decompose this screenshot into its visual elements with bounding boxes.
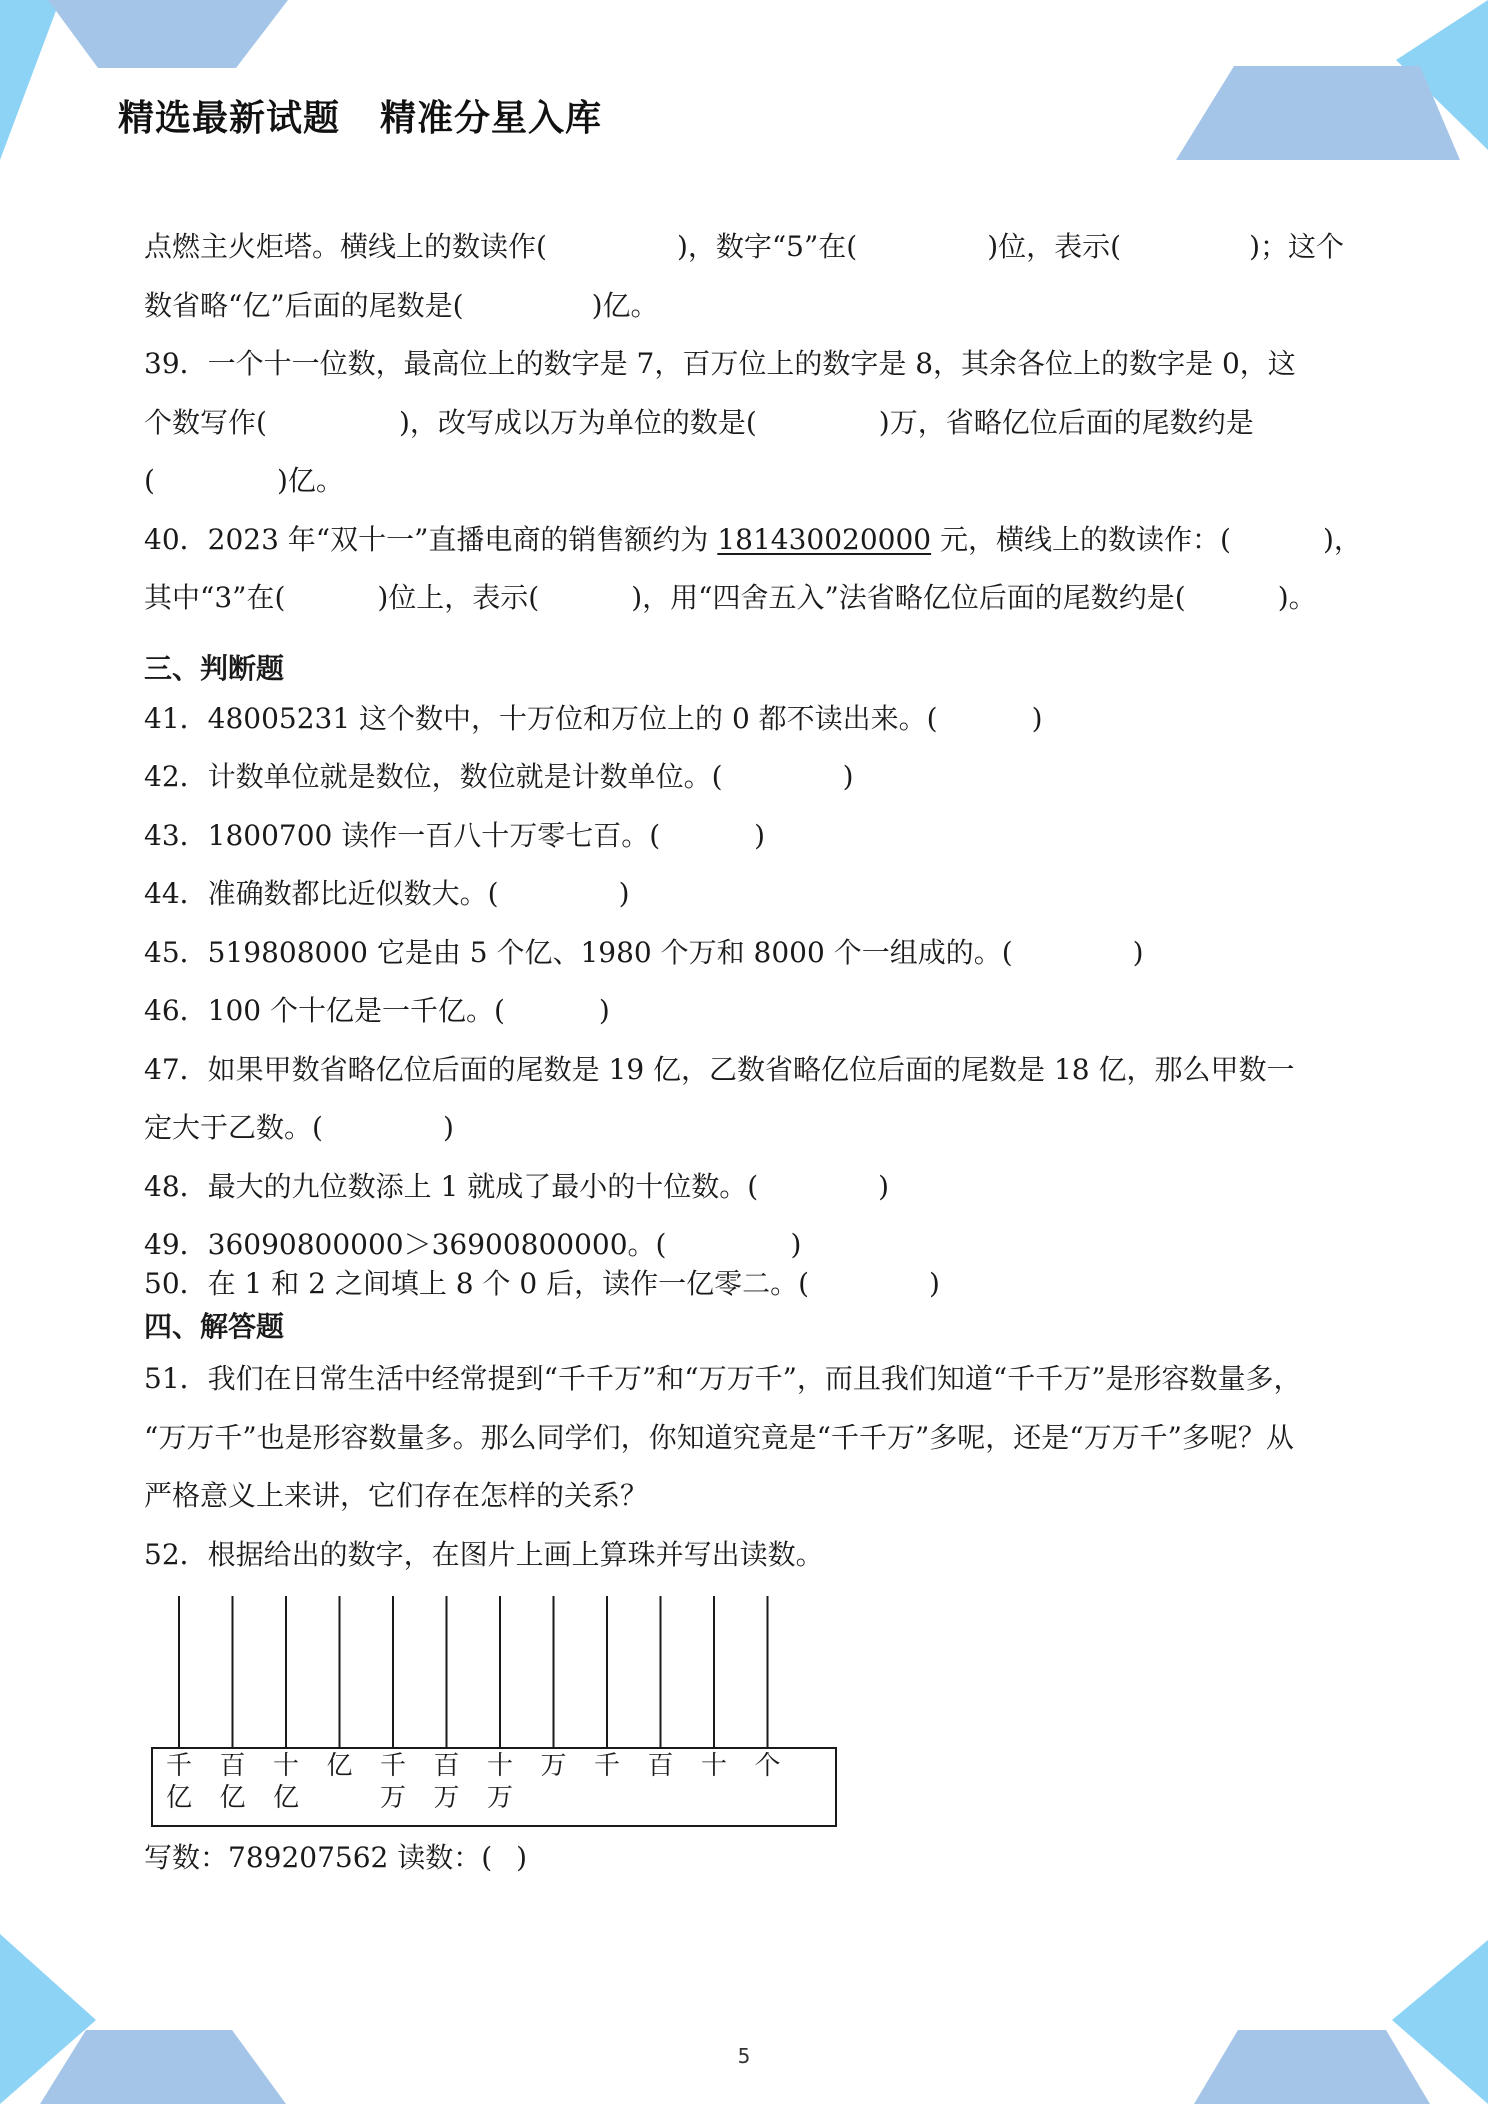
deco-trapezoid-top-right (1176, 66, 1460, 160)
q50: 50．在 1 和 2 之间填上 8 个 0 后，读作一亿零二。( ) (144, 1267, 940, 1300)
abacus-label-line2: 万 (486, 1783, 513, 1813)
abacus-place-label (163, 1750, 195, 1814)
abacus-label-line1: 千 (593, 1751, 620, 1781)
abacus-label-line1: 十 (700, 1751, 727, 1781)
q43: 43．1800700 读作一百八十万零七百。( ) (144, 818, 766, 852)
abacus-label-line1: 十 (272, 1751, 299, 1781)
abacus-place-label (752, 1750, 784, 1782)
q51-line1: 51．我们在日常生活中经常提到“千千万”和“万万千”，而且我们知道“千千万”是形容数量多， (144, 1362, 1302, 1395)
q44: 44．准确数都比近似数大。( ) (144, 877, 630, 910)
abacus-place-label (270, 1750, 302, 1814)
q39-line1: 39．一个十一位数，最高位上的数字是 7，百万位上的数字是 8，其余各位上的数字是 0，这 (144, 347, 1296, 380)
q47-line2: 定大于乙数。( ) (144, 1111, 454, 1144)
abacus-place-label (431, 1750, 463, 1814)
abacus-label-line1: 百 (433, 1751, 460, 1781)
deco-trapezoid-top-left (48, 0, 288, 68)
solve-section-title: 四、解答题 (144, 1310, 285, 1343)
abacus-label-line1: 十 (486, 1751, 513, 1781)
q39-line2: 个数写作( )，改写成以万为单位的数是( )万，省略亿位后面的尾数约是 (144, 405, 1254, 439)
bottom-decoration (0, 1924, 1488, 2104)
abacus-label-line1: 万 (540, 1751, 567, 1781)
header-title-part2: 精准分星入库 (380, 98, 603, 139)
deco-triangle-top-left (0, 0, 60, 160)
page-number: 5 (737, 2044, 751, 2068)
q39-line3: ( )亿。 (144, 464, 344, 497)
judge-section-title: 三、判断题 (144, 651, 285, 685)
q40-line1: 40．2023 年“双十一”直播电商的销售额约为 181430020000 元，横线上的数读作：( )， (144, 522, 1362, 556)
abacus-label-line1: 个 (754, 1751, 781, 1781)
q40-line2: 其中“3”在( )位上，表示( )，用“四舍五入”法省略亿位后面的尾数约是( )。 (144, 581, 1317, 614)
abacus-label-line2: 万 (433, 1783, 460, 1813)
q47-line1: 47．如果甲数省略亿位后面的尾数是 19 亿，乙数省略亿位后面的尾数是 18 亿，那么甲数一 (144, 1052, 1295, 1086)
abacus-place-label (377, 1750, 409, 1814)
q38-line2: 数省略“亿”后面的尾数是( )亿。 (144, 288, 659, 322)
abacus-label-line1: 百 (219, 1751, 246, 1781)
q52: 52．根据给出的数字，在图片上画上算珠并写出读数。 (144, 1537, 824, 1571)
abacus-label-line1: 千 (379, 1751, 406, 1781)
abacus-diagram (151, 1596, 841, 1828)
abacus-place-label (645, 1750, 677, 1782)
abacus-label-line1: 亿 (326, 1751, 353, 1781)
abacus-place-label (591, 1750, 623, 1782)
answer-text: 写数：789207562 读数：( (144, 1841, 493, 1874)
answer-line: 写数：789207562 读数：( ) (144, 1841, 528, 1874)
abacus-place-label (217, 1750, 249, 1814)
q48: 48．最大的九位数添上 1 就成了最小的十位数。( ) (144, 1169, 890, 1203)
q45: 45．519808000 它是由 5 个亿、1980 个万和 8000 个一组成的。( ) (144, 935, 1144, 969)
header-title-part1: 精选最新试题 (118, 98, 341, 139)
q49: 49．36090800000＞36900800000。( ) (144, 1228, 802, 1261)
q38-line1: 点燃主火炬塔。横线上的数读作( )，数字“5”在( )位，表示( )；这个 (144, 230, 1345, 263)
abacus-label-line2: 万 (379, 1783, 406, 1813)
abacus-label-line2: 亿 (219, 1783, 246, 1813)
q42: 42．计数单位就是数位，数位就是计数单位。( ) (144, 760, 854, 793)
q46: 46．100 个十亿是一千亿。( ) (144, 994, 610, 1027)
abacus-label-line2: 亿 (165, 1783, 192, 1813)
abacus-place-label (698, 1750, 730, 1782)
abacus-place-label (324, 1750, 356, 1782)
question-content (144, 218, 1362, 1584)
abacus-label-line1: 百 (647, 1751, 674, 1781)
abacus-label-line1: 千 (165, 1751, 192, 1781)
q51-line3: 严格意义上来讲，它们存在怎样的关系？ (144, 1479, 649, 1512)
abacus-place-label (538, 1750, 570, 1782)
header-title (118, 90, 602, 141)
underlined-number: 181430020000 (717, 522, 932, 556)
abacus-label-line2: 亿 (272, 1783, 299, 1813)
abacus-place-label (484, 1750, 516, 1814)
q51-line2: “万万千”也是形容数量多。那么同学们，你知道究竟是“千千万”多呢，还是“万万千”多呢？从 (144, 1420, 1294, 1454)
q41: 41．48005231 这个数中，十万位和万位上的 0 都不读出来。( ) (144, 701, 1043, 735)
